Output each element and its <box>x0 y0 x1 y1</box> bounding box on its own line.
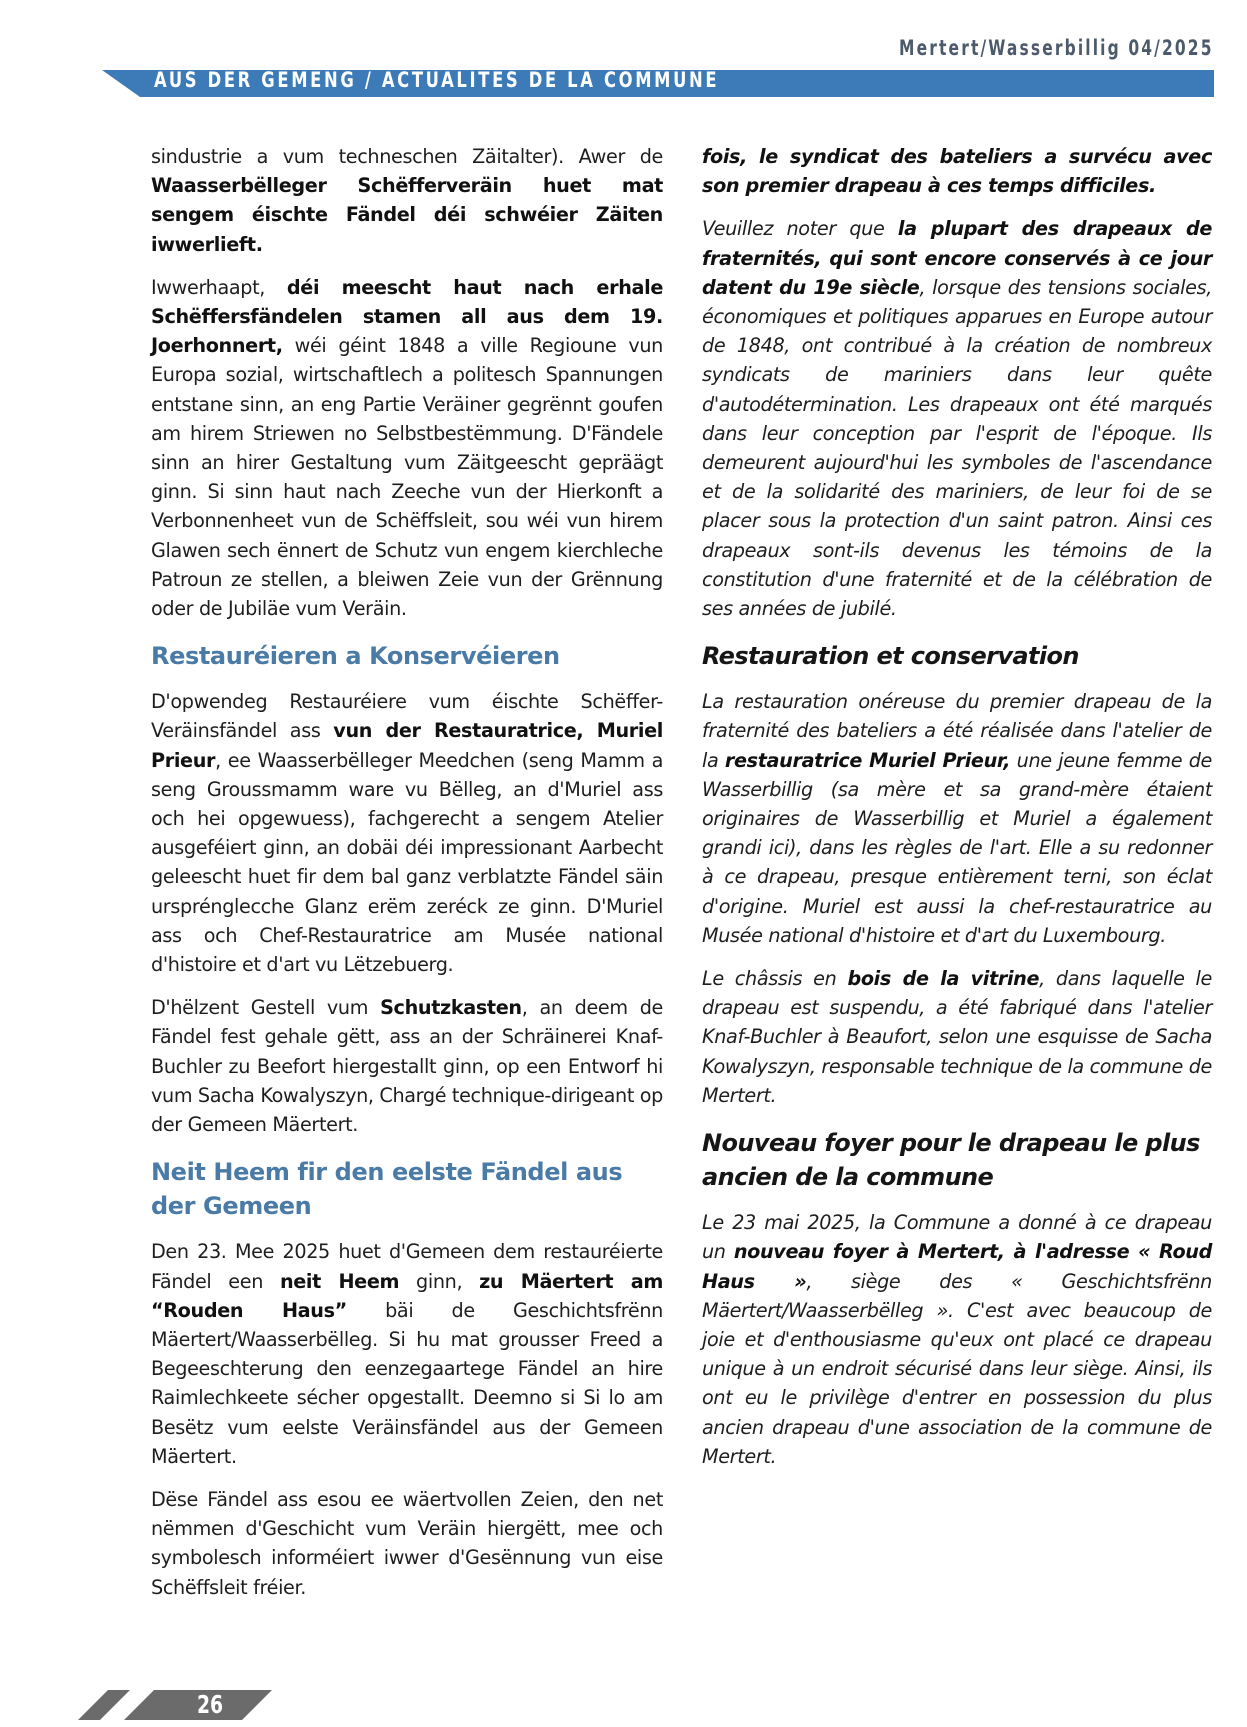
bold-text: nouveau foyer à Mertert, à l'adresse « Roud Haus » <box>702 1240 1212 1293</box>
heading-restauration: Restauration et conservation <box>702 642 1079 671</box>
bold-text: Waasserbëlleger Schëfferveräin huet mat sengem éischte Fändel déi schwéier Zäiten iwwerlieft. <box>151 174 663 256</box>
footer-stripe-icon <box>78 1690 130 1720</box>
bold-text: déi meescht haut nach erhale Schëffersfändelen stamen all aus dem 19. Joerhonnert, <box>151 275 664 358</box>
text: Iwwerhaapt, <box>151 275 287 299</box>
text: La restauration onéreuse du premier drapeau de la fraternité des bateliers a été réalisée dans l'atelier de la <box>702 690 1212 772</box>
heading-neit-heem: Neit Heem fir den eelste Fändel aus der Gemeen <box>151 1158 623 1221</box>
section-title: AUS DER GEMENG / ACTUALITES DE LA COMMUNE <box>154 68 720 92</box>
text: Le 23 mai 2025, la Commune a donné à ce drapeau un <box>702 1211 1212 1264</box>
bold-text: fois, le syndicat des bateliers a survécu avec son premier drapeau à ces temps difficiles. <box>702 145 1212 198</box>
text: wéi géint 1848 a ville Regioune vun Europa sozial, wirtschaftlech a politesch Spannungen entstane sinn, an eng Partie Veräiner gegrënnt goufen am hirem Striewen no Selbstbestëmmung. D'Fändele sinn an hirer Gestaltung vum Zäitgeescht gepräägt ginn. Si sinn haut nach Zeeche vun der Hierkonft a Verbonnenheet vun de Schëffsleit, sou wéi vun hirem Glawen sech ënnert de Schutz vun engem kierchleche Patroun ze stellen, a bleiwen Zeie vun der Grënnung oder de Jubiläe vum Veräin. <box>151 334 663 621</box>
luxembourgish-column <box>151 142 663 1616</box>
bold-text: neit Heem <box>279 1269 400 1293</box>
paragraph <box>151 273 663 623</box>
heading-nouveau-foyer: Nouveau foyer pour le drapeau le plus ancien de la commune <box>702 1129 1200 1192</box>
text: D'hëlzent Gestell vum <box>151 996 381 1020</box>
paragraph <box>702 214 1212 623</box>
paragraph <box>151 687 663 979</box>
paragraph <box>702 1208 1212 1471</box>
text: Le châssis en <box>702 967 848 991</box>
text: , ee Waasserbëlleger Meedchen (seng Mamm a seng Groussmamm ware vu Bëlleg, an d'Muriel ass och hei opgewuess), fachgerecht a sengem Atelier ausgeféiert ginn, an dobäi déi impressionant Aarbecht geleescht huet fir dem bal ganz verblatzte Fändel säin ursprénglecche Glanz erëm zeréck ze ginn. D'Muriel ass och Chef-Restauratrice am Musée national d'histoire et d'art vu Lëtzebuerg. <box>151 748 663 977</box>
heading-restaureieren: Restauréieren a Konservéieren <box>151 642 560 671</box>
text: Veuillez noter que <box>702 217 898 241</box>
paragraph <box>702 142 1212 200</box>
text: , dans laquelle le drapeau est suspendu, a été fabriqué dans l'atelier Knaf-Buchler à Beaufort, selon une esquisse de Sacha Kowalyszyn, responsable technique de la commune de Mertert. <box>702 967 1212 1107</box>
text: D'opwendeg Restauréiere vum éischte Schëffer-Veräinsfändel ass <box>151 690 663 743</box>
bold-text: Schutzkasten <box>380 996 522 1020</box>
issue-label: Mertert/Wasserbillig 04/2025 <box>899 36 1214 60</box>
text: bäi de Geschichtsfrënn Mäertert/Waasserbëlleg. Si hu mat grousser Freed a Begeeschterung den eenzegaartege Fändel an hire Raimlechkeete sécher opgestallt. Deemno si Si lo am Besëtz vum eelste Veräinsfändel aus der Gemeen Mäertert. <box>151 1298 663 1468</box>
paragraph: Dëse Fändel ass esou ee wäertvollen Zeien, den net nëmmen d'Geschicht vum Veräin hiergëtt, mee och symbolesch informéiert iwwer d'Gesënnung vun eise Schëffsleit fréier. <box>151 1487 663 1599</box>
text: sindustrie a vum techneschen Zäitalter). Awer de <box>151 145 663 168</box>
paragraph <box>702 964 1212 1110</box>
page-footer <box>78 1690 278 1720</box>
text: ginn, <box>399 1269 480 1293</box>
text: , siège des « Geschichtsfrënn Mäertert/Waasserbëlleg ». C'est avec beaucoup de joie et d'enthousiasme qu'eux ont placé ce drapeau unique à un endroit sécurisé dans leur siège. Ainsi, ils ont eu le privilège d'entrer en possession du plus ancien drapeau d'une association de la commune de Mertert. <box>702 1269 1212 1468</box>
page-number: 26 <box>196 1690 224 1719</box>
paragraph <box>151 1237 663 1471</box>
bold-text: vun der Restauratrice, Muriel Prieur <box>151 719 663 772</box>
french-column <box>702 142 1212 1485</box>
paragraph <box>151 993 663 1139</box>
text: Den 23. Mee 2025 huet d'Gemeen dem restauréierte Fändel een <box>151 1240 663 1293</box>
bold-text: restauratrice Muriel Prieur, <box>724 748 1011 772</box>
text: une jeune femme de Wasserbillig (sa mère et sa grand-mère étaient originaires de Wasserbillig et Muriel a également grandi ici), dans les règles de l'art. Elle a su redonner à ce drapeau, presque entièrement terni, son éclat d'origine. Muriel est aussi la chef-restauratrice au Musée national d'histoire et d'art du Luxembourg. <box>702 748 1212 947</box>
paragraph <box>702 687 1212 950</box>
bold-text: bois de la vitrine <box>847 967 1040 991</box>
bold-text: zu Mäertert am “Rouden Haus” <box>151 1269 663 1322</box>
text: , lorsque des tensions sociales, économiques et politiques apparues en Europe autour de 1848, ont contribué à la création de nombreux syndicats de mariniers dans leur quête d'autodétermination. Les drapeaux ont été marqués dans leur conception par l'esprit de l'époque. Ils demeurent aujourd'hui les symboles de l'ascendance et de la solidarité des mariniers, de leur foi de se placer sous la protection d'un saint patron. Ainsi ces drapeaux sont-ils devenus les témoins de la constitution d'une fraternité et de la célébration de ses années de jubilé. <box>702 275 1213 621</box>
text: , an deem de Fändel fest gehale gëtt, ass an der Schräinerei Knaf-Buchler zu Beefort hiergestallt ginn, op een Entworf hi vum Sacha Kowalyszyn, Chargé technique-dirigeant op der Gemeen Mäertert. <box>151 996 663 1137</box>
bold-text: la plupart des drapeaux de fraternités, qui sont encore conservés à ce jour datent du 19e siècle <box>702 217 1213 299</box>
paragraph <box>151 142 663 259</box>
